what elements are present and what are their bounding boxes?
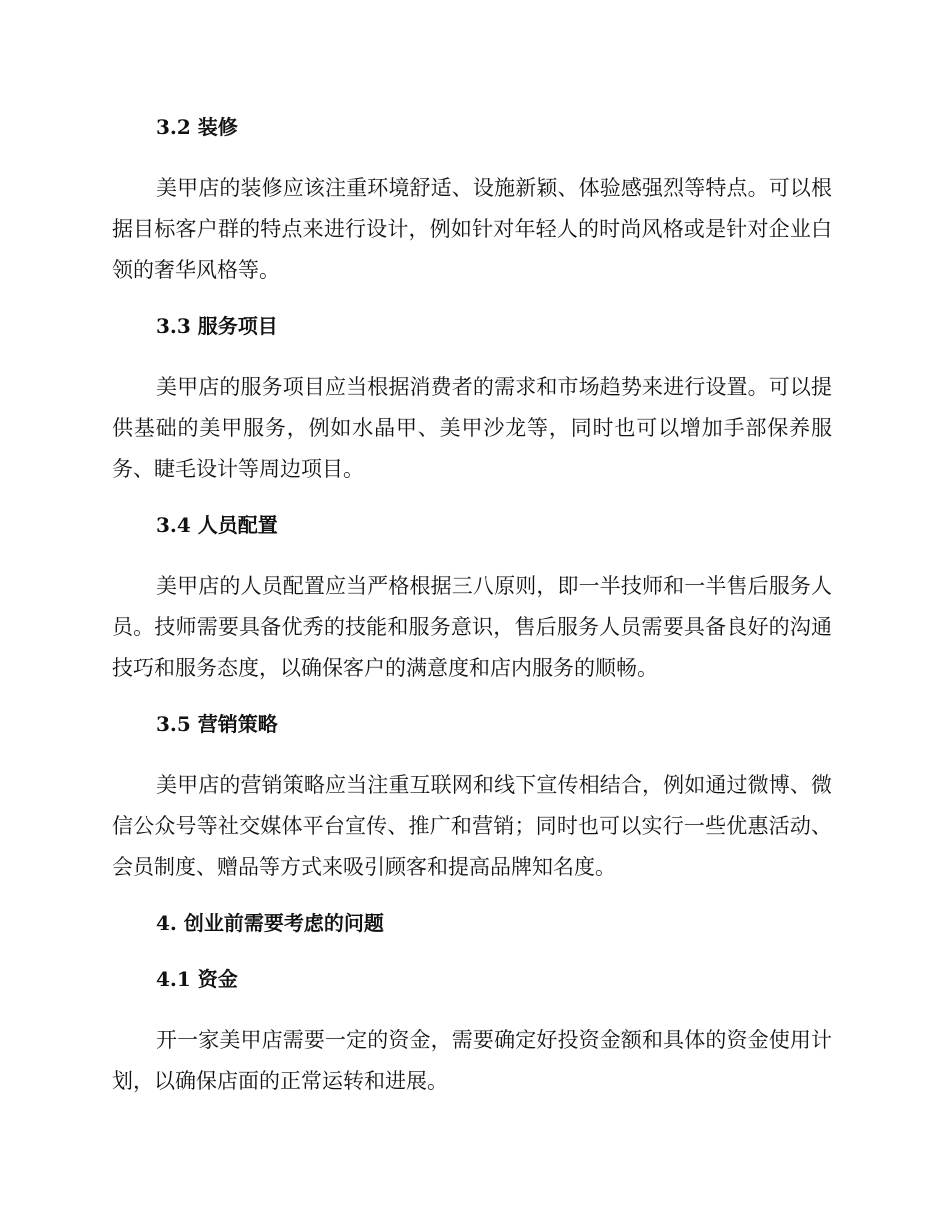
section-heading-3-5: 3.5 营销策略	[156, 712, 278, 736]
section-paragraph-3-5: 美甲店的营销策略应当注重互联网和线下宣传相结合，例如通过微博、微信公众号等社交媒体平台宣传、推广和营销；同时也可以实行一些优惠活动、会员制度、赠品等方式来吸引顾客和提高品牌知名度。	[112, 773, 832, 879]
section-paragraph-3-4: 美甲店的人员配置应当严格根据三八原则，即一半技师和一半售后服务人员。技师需要具备优秀的技能和服务意识，售后服务人员需要具备良好的沟通技巧和服务态度，以确保客户的满意度和店内服务的顺畅。	[112, 574, 832, 680]
section-heading-3-4: 3.4 人员配置	[156, 513, 278, 537]
section-heading-4: 4. 创业前需要考虑的问题	[156, 911, 384, 935]
document-body	[112, 112, 832, 1102]
section-paragraph-4-1: 开一家美甲店需要一定的资金，需要确定好投资金额和具体的资金使用计划，以确保店面的正常运转和进展。	[112, 1028, 832, 1093]
section-paragraph-3-2: 美甲店的装修应该注重环境舒适、设施新颖、体验感强烈等特点。可以根据目标客户群的特点来进行设计，例如针对年轻人的时尚风格或是针对企业白领的奢华风格等。	[112, 176, 832, 282]
section-heading-3-3: 3.3 服务项目	[156, 314, 278, 338]
section-paragraph-3-3: 美甲店的服务项目应当根据消费者的需求和市场趋势来进行设置。可以提供基础的美甲服务，例如水晶甲、美甲沙龙等，同时也可以增加手部保养服务、睫毛设计等周边项目。	[112, 375, 832, 481]
section-heading-3-2: 3.2 装修	[156, 115, 238, 139]
section-heading-4-1: 4.1 资金	[156, 967, 238, 991]
